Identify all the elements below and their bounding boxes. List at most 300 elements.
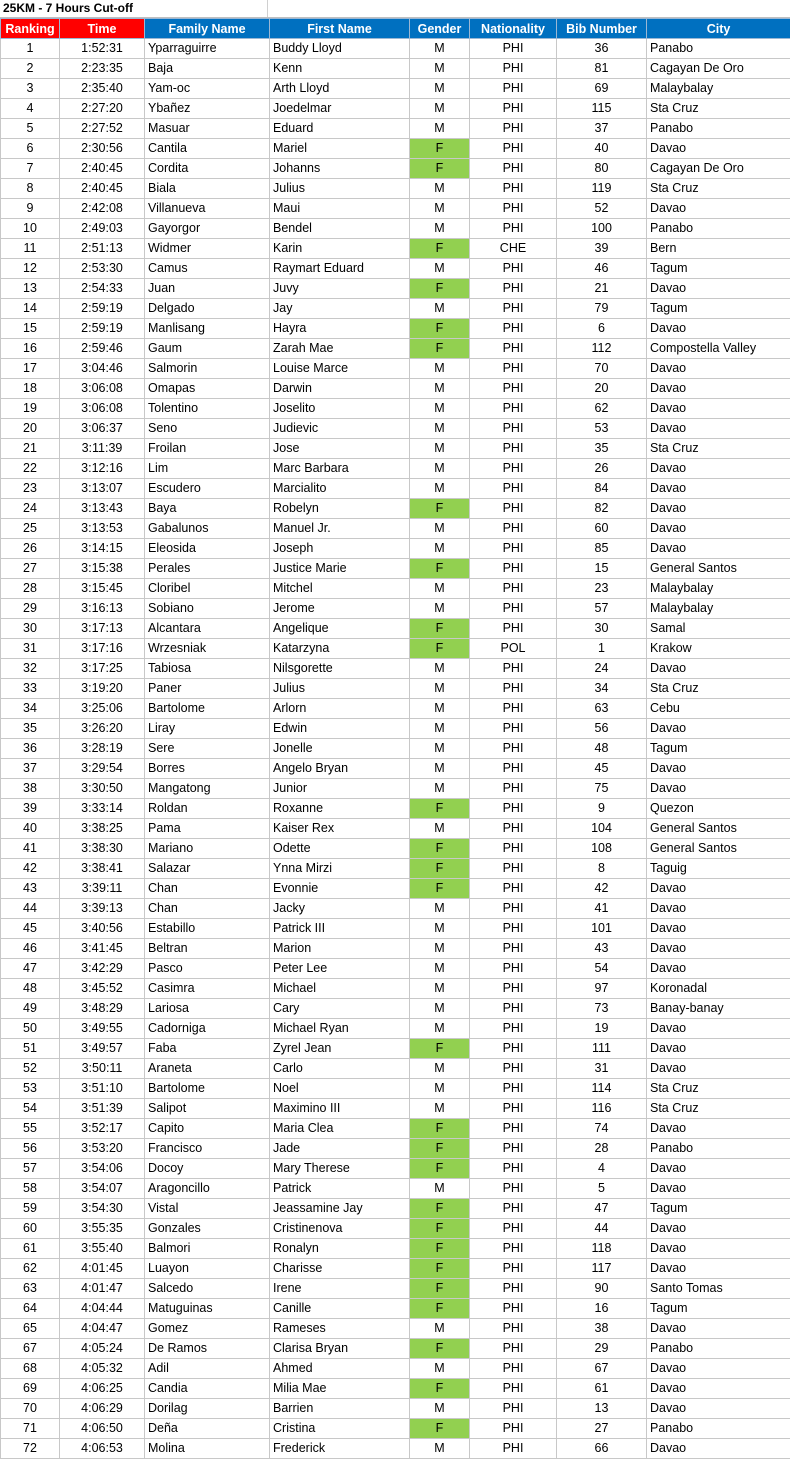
bib-number-cell[interactable]: 35	[557, 439, 647, 459]
first-name-cell[interactable]: Jonelle	[270, 739, 410, 759]
gender-cell[interactable]: M	[410, 899, 470, 919]
ranking-cell[interactable]: 72	[1, 1439, 60, 1459]
first-name-cell[interactable]: Irene	[270, 1279, 410, 1299]
first-name-cell[interactable]: Jacky	[270, 899, 410, 919]
nationality-cell[interactable]: PHI	[470, 979, 557, 999]
ranking-cell[interactable]: 36	[1, 739, 60, 759]
first-name-cell[interactable]: Louise Marce	[270, 359, 410, 379]
ranking-cell[interactable]: 53	[1, 1079, 60, 1099]
family-name-cell[interactable]: Vistal	[145, 1199, 270, 1219]
ranking-cell[interactable]: 32	[1, 659, 60, 679]
nationality-cell[interactable]: PHI	[470, 1059, 557, 1079]
first-name-cell[interactable]: Frederick	[270, 1439, 410, 1459]
bib-number-cell[interactable]: 13	[557, 1399, 647, 1419]
time-cell[interactable]: 3:06:08	[60, 399, 145, 419]
family-name-cell[interactable]: Ybañez	[145, 99, 270, 119]
sheet-title[interactable]: 25KM - 7 Hours Cut-off	[0, 0, 268, 17]
bib-number-cell[interactable]: 104	[557, 819, 647, 839]
family-name-cell[interactable]: Luayon	[145, 1259, 270, 1279]
first-name-cell[interactable]: Charisse	[270, 1259, 410, 1279]
family-name-cell[interactable]: Aragoncillo	[145, 1179, 270, 1199]
bib-number-cell[interactable]: 80	[557, 159, 647, 179]
city-cell[interactable]: Samal	[647, 619, 790, 639]
bib-number-cell[interactable]: 15	[557, 559, 647, 579]
time-cell[interactable]: 2:59:46	[60, 339, 145, 359]
time-cell[interactable]: 2:40:45	[60, 159, 145, 179]
nationality-cell[interactable]: PHI	[470, 419, 557, 439]
bib-number-cell[interactable]: 85	[557, 539, 647, 559]
nationality-cell[interactable]: PHI	[470, 59, 557, 79]
ranking-cell[interactable]: 22	[1, 459, 60, 479]
family-name-cell[interactable]: Estabillo	[145, 919, 270, 939]
first-name-cell[interactable]: Angelo Bryan	[270, 759, 410, 779]
first-name-cell[interactable]: Hayra	[270, 319, 410, 339]
bib-number-cell[interactable]: 38	[557, 1319, 647, 1339]
ranking-cell[interactable]: 33	[1, 679, 60, 699]
nationality-cell[interactable]: PHI	[470, 159, 557, 179]
time-cell[interactable]: 3:51:10	[60, 1079, 145, 1099]
city-cell[interactable]: Davao	[647, 199, 790, 219]
first-name-cell[interactable]: Joselito	[270, 399, 410, 419]
first-name-cell[interactable]: Marion	[270, 939, 410, 959]
ranking-cell[interactable]: 41	[1, 839, 60, 859]
bib-number-cell[interactable]: 90	[557, 1279, 647, 1299]
bib-number-cell[interactable]: 114	[557, 1079, 647, 1099]
nationality-cell[interactable]: PHI	[470, 1399, 557, 1419]
ranking-cell[interactable]: 23	[1, 479, 60, 499]
family-name-cell[interactable]: Wrzesniak	[145, 639, 270, 659]
first-name-cell[interactable]: Mariel	[270, 139, 410, 159]
family-name-cell[interactable]: Manlisang	[145, 319, 270, 339]
time-cell[interactable]: 3:38:25	[60, 819, 145, 839]
city-cell[interactable]: Davao	[647, 539, 790, 559]
city-cell[interactable]: Davao	[647, 719, 790, 739]
gender-cell[interactable]: M	[410, 819, 470, 839]
city-cell[interactable]: Krakow	[647, 639, 790, 659]
first-name-cell[interactable]: Jay	[270, 299, 410, 319]
first-name-cell[interactable]: Julius	[270, 179, 410, 199]
nationality-cell[interactable]: PHI	[470, 939, 557, 959]
nationality-cell[interactable]: PHI	[470, 359, 557, 379]
nationality-cell[interactable]: PHI	[470, 179, 557, 199]
nationality-cell[interactable]: PHI	[470, 1319, 557, 1339]
bib-number-cell[interactable]: 101	[557, 919, 647, 939]
city-cell[interactable]: Davao	[647, 499, 790, 519]
city-cell[interactable]: Cagayan De Oro	[647, 59, 790, 79]
header-time[interactable]: Time	[60, 19, 145, 39]
family-name-cell[interactable]: Docoy	[145, 1159, 270, 1179]
header-first-name[interactable]: First Name	[270, 19, 410, 39]
gender-cell[interactable]: M	[410, 59, 470, 79]
gender-cell[interactable]: M	[410, 459, 470, 479]
family-name-cell[interactable]: Araneta	[145, 1059, 270, 1079]
family-name-cell[interactable]: Gomez	[145, 1319, 270, 1339]
city-cell[interactable]: Sta Cruz	[647, 1079, 790, 1099]
family-name-cell[interactable]: Eleosida	[145, 539, 270, 559]
city-cell[interactable]: Malaybalay	[647, 599, 790, 619]
nationality-cell[interactable]: PHI	[470, 319, 557, 339]
ranking-cell[interactable]: 29	[1, 599, 60, 619]
ranking-cell[interactable]: 59	[1, 1199, 60, 1219]
bib-number-cell[interactable]: 67	[557, 1359, 647, 1379]
gender-cell[interactable]: F	[410, 159, 470, 179]
family-name-cell[interactable]: Gonzales	[145, 1219, 270, 1239]
first-name-cell[interactable]: Clarisa Bryan	[270, 1339, 410, 1359]
gender-cell[interactable]: F	[410, 139, 470, 159]
nationality-cell[interactable]: PHI	[470, 1119, 557, 1139]
ranking-cell[interactable]: 28	[1, 579, 60, 599]
first-name-cell[interactable]: Evonnie	[270, 879, 410, 899]
nationality-cell[interactable]: PHI	[470, 759, 557, 779]
gender-cell[interactable]: M	[410, 359, 470, 379]
first-name-cell[interactable]: Michael Ryan	[270, 1019, 410, 1039]
family-name-cell[interactable]: Lariosa	[145, 999, 270, 1019]
gender-cell[interactable]: F	[410, 1419, 470, 1439]
first-name-cell[interactable]: Manuel Jr.	[270, 519, 410, 539]
first-name-cell[interactable]: Junior	[270, 779, 410, 799]
ranking-cell[interactable]: 46	[1, 939, 60, 959]
family-name-cell[interactable]: Camus	[145, 259, 270, 279]
ranking-cell[interactable]: 3	[1, 79, 60, 99]
gender-cell[interactable]: M	[410, 479, 470, 499]
first-name-cell[interactable]: Cristinenova	[270, 1219, 410, 1239]
ranking-cell[interactable]: 8	[1, 179, 60, 199]
nationality-cell[interactable]: PHI	[470, 1099, 557, 1119]
ranking-cell[interactable]: 57	[1, 1159, 60, 1179]
family-name-cell[interactable]: Gayorgor	[145, 219, 270, 239]
gender-cell[interactable]: M	[410, 699, 470, 719]
city-cell[interactable]: Davao	[647, 919, 790, 939]
header-nationality[interactable]: Nationality	[470, 19, 557, 39]
city-cell[interactable]: Davao	[647, 1159, 790, 1179]
nationality-cell[interactable]: PHI	[470, 919, 557, 939]
bib-number-cell[interactable]: 52	[557, 199, 647, 219]
gender-cell[interactable]: M	[410, 179, 470, 199]
gender-cell[interactable]: M	[410, 299, 470, 319]
ranking-cell[interactable]: 70	[1, 1399, 60, 1419]
nationality-cell[interactable]: PHI	[470, 79, 557, 99]
ranking-cell[interactable]: 26	[1, 539, 60, 559]
bib-number-cell[interactable]: 20	[557, 379, 647, 399]
gender-cell[interactable]: M	[410, 219, 470, 239]
family-name-cell[interactable]: Deña	[145, 1419, 270, 1439]
family-name-cell[interactable]: Seno	[145, 419, 270, 439]
city-cell[interactable]: Davao	[647, 459, 790, 479]
first-name-cell[interactable]: Carlo	[270, 1059, 410, 1079]
ranking-cell[interactable]: 60	[1, 1219, 60, 1239]
time-cell[interactable]: 3:15:45	[60, 579, 145, 599]
gender-cell[interactable]: F	[410, 1119, 470, 1139]
bib-number-cell[interactable]: 29	[557, 1339, 647, 1359]
gender-cell[interactable]: M	[410, 39, 470, 59]
family-name-cell[interactable]: Cantila	[145, 139, 270, 159]
bib-number-cell[interactable]: 116	[557, 1099, 647, 1119]
nationality-cell[interactable]: PHI	[470, 1259, 557, 1279]
family-name-cell[interactable]: Cloribel	[145, 579, 270, 599]
nationality-cell[interactable]: PHI	[470, 819, 557, 839]
family-name-cell[interactable]: Yam-oc	[145, 79, 270, 99]
bib-number-cell[interactable]: 112	[557, 339, 647, 359]
first-name-cell[interactable]: Noel	[270, 1079, 410, 1099]
header-ranking[interactable]: Ranking	[1, 19, 60, 39]
ranking-cell[interactable]: 49	[1, 999, 60, 1019]
first-name-cell[interactable]: Julius	[270, 679, 410, 699]
first-name-cell[interactable]: Roxanne	[270, 799, 410, 819]
city-cell[interactable]: Davao	[647, 959, 790, 979]
ranking-cell[interactable]: 25	[1, 519, 60, 539]
gender-cell[interactable]: M	[410, 119, 470, 139]
nationality-cell[interactable]: PHI	[470, 119, 557, 139]
gender-cell[interactable]: F	[410, 619, 470, 639]
ranking-cell[interactable]: 31	[1, 639, 60, 659]
first-name-cell[interactable]: Zyrel Jean	[270, 1039, 410, 1059]
time-cell[interactable]: 3:11:39	[60, 439, 145, 459]
time-cell[interactable]: 3:54:30	[60, 1199, 145, 1219]
gender-cell[interactable]: M	[410, 1179, 470, 1199]
nationality-cell[interactable]: PHI	[470, 219, 557, 239]
ranking-cell[interactable]: 21	[1, 439, 60, 459]
time-cell[interactable]: 3:51:39	[60, 1099, 145, 1119]
ranking-cell[interactable]: 54	[1, 1099, 60, 1119]
bib-number-cell[interactable]: 118	[557, 1239, 647, 1259]
gender-cell[interactable]: M	[410, 779, 470, 799]
first-name-cell[interactable]: Milia Mae	[270, 1379, 410, 1399]
city-cell[interactable]: Davao	[647, 359, 790, 379]
time-cell[interactable]: 3:19:20	[60, 679, 145, 699]
time-cell[interactable]: 3:45:52	[60, 979, 145, 999]
gender-cell[interactable]: M	[410, 399, 470, 419]
ranking-cell[interactable]: 7	[1, 159, 60, 179]
bib-number-cell[interactable]: 46	[557, 259, 647, 279]
bib-number-cell[interactable]: 63	[557, 699, 647, 719]
bib-number-cell[interactable]: 117	[557, 1259, 647, 1279]
family-name-cell[interactable]: Froilan	[145, 439, 270, 459]
gender-cell[interactable]: F	[410, 859, 470, 879]
nationality-cell[interactable]: PHI	[470, 279, 557, 299]
ranking-cell[interactable]: 30	[1, 619, 60, 639]
gender-cell[interactable]: M	[410, 379, 470, 399]
ranking-cell[interactable]: 4	[1, 99, 60, 119]
city-cell[interactable]: Sta Cruz	[647, 439, 790, 459]
nationality-cell[interactable]: PHI	[470, 1359, 557, 1379]
ranking-cell[interactable]: 12	[1, 259, 60, 279]
time-cell[interactable]: 3:39:13	[60, 899, 145, 919]
time-cell[interactable]: 4:05:24	[60, 1339, 145, 1359]
bib-number-cell[interactable]: 9	[557, 799, 647, 819]
first-name-cell[interactable]: Justice Marie	[270, 559, 410, 579]
time-cell[interactable]: 3:17:25	[60, 659, 145, 679]
family-name-cell[interactable]: Paner	[145, 679, 270, 699]
ranking-cell[interactable]: 5	[1, 119, 60, 139]
bib-number-cell[interactable]: 60	[557, 519, 647, 539]
family-name-cell[interactable]: Tabiosa	[145, 659, 270, 679]
ranking-cell[interactable]: 52	[1, 1059, 60, 1079]
nationality-cell[interactable]: PHI	[470, 1199, 557, 1219]
first-name-cell[interactable]: Robelyn	[270, 499, 410, 519]
ranking-cell[interactable]: 18	[1, 379, 60, 399]
city-cell[interactable]: Koronadal	[647, 979, 790, 999]
gender-cell[interactable]: M	[410, 99, 470, 119]
family-name-cell[interactable]: Omapas	[145, 379, 270, 399]
time-cell[interactable]: 3:06:37	[60, 419, 145, 439]
ranking-cell[interactable]: 42	[1, 859, 60, 879]
gender-cell[interactable]: M	[410, 1439, 470, 1459]
gender-cell[interactable]: F	[410, 1159, 470, 1179]
bib-number-cell[interactable]: 53	[557, 419, 647, 439]
family-name-cell[interactable]: Matuguinas	[145, 1299, 270, 1319]
family-name-cell[interactable]: Chan	[145, 879, 270, 899]
city-cell[interactable]: Sta Cruz	[647, 1099, 790, 1119]
family-name-cell[interactable]: Adil	[145, 1359, 270, 1379]
bib-number-cell[interactable]: 56	[557, 719, 647, 739]
family-name-cell[interactable]: Gabalunos	[145, 519, 270, 539]
first-name-cell[interactable]: Darwin	[270, 379, 410, 399]
first-name-cell[interactable]: Cristina	[270, 1419, 410, 1439]
time-cell[interactable]: 4:04:47	[60, 1319, 145, 1339]
family-name-cell[interactable]: Borres	[145, 759, 270, 779]
city-cell[interactable]: Cagayan De Oro	[647, 159, 790, 179]
nationality-cell[interactable]: PHI	[470, 499, 557, 519]
time-cell[interactable]: 2:59:19	[60, 319, 145, 339]
family-name-cell[interactable]: Lim	[145, 459, 270, 479]
city-cell[interactable]: Tagum	[647, 259, 790, 279]
gender-cell[interactable]: M	[410, 599, 470, 619]
gender-cell[interactable]: F	[410, 839, 470, 859]
city-cell[interactable]: Davao	[647, 1439, 790, 1459]
city-cell[interactable]: Davao	[647, 419, 790, 439]
city-cell[interactable]: Taguig	[647, 859, 790, 879]
gender-cell[interactable]: F	[410, 1299, 470, 1319]
gender-cell[interactable]: M	[410, 959, 470, 979]
gender-cell[interactable]: M	[410, 1059, 470, 1079]
gender-cell[interactable]: M	[410, 1359, 470, 1379]
header-gender[interactable]: Gender	[410, 19, 470, 39]
gender-cell[interactable]: F	[410, 559, 470, 579]
city-cell[interactable]: Sta Cruz	[647, 179, 790, 199]
city-cell[interactable]: Davao	[647, 1239, 790, 1259]
gender-cell[interactable]: F	[410, 319, 470, 339]
ranking-cell[interactable]: 43	[1, 879, 60, 899]
bib-number-cell[interactable]: 41	[557, 899, 647, 919]
nationality-cell[interactable]: PHI	[470, 719, 557, 739]
time-cell[interactable]: 2:27:20	[60, 99, 145, 119]
gender-cell[interactable]: F	[410, 879, 470, 899]
city-cell[interactable]: Panabo	[647, 219, 790, 239]
city-cell[interactable]: Tagum	[647, 299, 790, 319]
time-cell[interactable]: 4:06:50	[60, 1419, 145, 1439]
first-name-cell[interactable]: Karin	[270, 239, 410, 259]
first-name-cell[interactable]: Arlorn	[270, 699, 410, 719]
nationality-cell[interactable]: PHI	[470, 539, 557, 559]
ranking-cell[interactable]: 40	[1, 819, 60, 839]
ranking-cell[interactable]: 27	[1, 559, 60, 579]
nationality-cell[interactable]: PHI	[470, 799, 557, 819]
ranking-cell[interactable]: 15	[1, 319, 60, 339]
time-cell[interactable]: 2:23:35	[60, 59, 145, 79]
family-name-cell[interactable]: Cordita	[145, 159, 270, 179]
time-cell[interactable]: 3:39:11	[60, 879, 145, 899]
family-name-cell[interactable]: Pama	[145, 819, 270, 839]
family-name-cell[interactable]: Beltran	[145, 939, 270, 959]
ranking-cell[interactable]: 1	[1, 39, 60, 59]
nationality-cell[interactable]: PHI	[470, 879, 557, 899]
nationality-cell[interactable]: PHI	[470, 99, 557, 119]
first-name-cell[interactable]: Katarzyna	[270, 639, 410, 659]
nationality-cell[interactable]: PHI	[470, 299, 557, 319]
family-name-cell[interactable]: Roldan	[145, 799, 270, 819]
first-name-cell[interactable]: Jade	[270, 1139, 410, 1159]
first-name-cell[interactable]: Johanns	[270, 159, 410, 179]
ranking-cell[interactable]: 51	[1, 1039, 60, 1059]
first-name-cell[interactable]: Maui	[270, 199, 410, 219]
gender-cell[interactable]: F	[410, 279, 470, 299]
bib-number-cell[interactable]: 79	[557, 299, 647, 319]
nationality-cell[interactable]: PHI	[470, 659, 557, 679]
time-cell[interactable]: 3:06:08	[60, 379, 145, 399]
bib-number-cell[interactable]: 26	[557, 459, 647, 479]
time-cell[interactable]: 3:04:46	[60, 359, 145, 379]
city-cell[interactable]: Davao	[647, 399, 790, 419]
gender-cell[interactable]: M	[410, 1099, 470, 1119]
ranking-cell[interactable]: 14	[1, 299, 60, 319]
first-name-cell[interactable]: Buddy Lloyd	[270, 39, 410, 59]
gender-cell[interactable]: F	[410, 1219, 470, 1239]
city-cell[interactable]: Davao	[647, 319, 790, 339]
time-cell[interactable]: 3:38:41	[60, 859, 145, 879]
bib-number-cell[interactable]: 31	[557, 1059, 647, 1079]
time-cell[interactable]: 2:30:56	[60, 139, 145, 159]
nationality-cell[interactable]: PHI	[470, 999, 557, 1019]
gender-cell[interactable]: M	[410, 259, 470, 279]
nationality-cell[interactable]: PHI	[470, 579, 557, 599]
gender-cell[interactable]: F	[410, 1139, 470, 1159]
ranking-cell[interactable]: 56	[1, 1139, 60, 1159]
time-cell[interactable]: 3:49:57	[60, 1039, 145, 1059]
first-name-cell[interactable]: Michael	[270, 979, 410, 999]
city-cell[interactable]: Panabo	[647, 1139, 790, 1159]
time-cell[interactable]: 4:05:32	[60, 1359, 145, 1379]
gender-cell[interactable]: F	[410, 639, 470, 659]
gender-cell[interactable]: F	[410, 1239, 470, 1259]
family-name-cell[interactable]: Mangatong	[145, 779, 270, 799]
time-cell[interactable]: 3:15:38	[60, 559, 145, 579]
city-cell[interactable]: Davao	[647, 519, 790, 539]
ranking-cell[interactable]: 44	[1, 899, 60, 919]
ranking-cell[interactable]: 63	[1, 1279, 60, 1299]
bib-number-cell[interactable]: 84	[557, 479, 647, 499]
family-name-cell[interactable]: Widmer	[145, 239, 270, 259]
city-cell[interactable]: Davao	[647, 1259, 790, 1279]
gender-cell[interactable]: M	[410, 759, 470, 779]
family-name-cell[interactable]: Capito	[145, 1119, 270, 1139]
time-cell[interactable]: 2:51:13	[60, 239, 145, 259]
bib-number-cell[interactable]: 69	[557, 79, 647, 99]
bib-number-cell[interactable]: 119	[557, 179, 647, 199]
bib-number-cell[interactable]: 70	[557, 359, 647, 379]
time-cell[interactable]: 4:06:53	[60, 1439, 145, 1459]
family-name-cell[interactable]: Perales	[145, 559, 270, 579]
nationality-cell[interactable]: PHI	[470, 1019, 557, 1039]
family-name-cell[interactable]: Liray	[145, 719, 270, 739]
nationality-cell[interactable]: PHI	[470, 699, 557, 719]
city-cell[interactable]: General Santos	[647, 559, 790, 579]
nationality-cell[interactable]: PHI	[470, 959, 557, 979]
nationality-cell[interactable]: PHI	[470, 619, 557, 639]
first-name-cell[interactable]: Jeassamine Jay	[270, 1199, 410, 1219]
ranking-cell[interactable]: 38	[1, 779, 60, 799]
first-name-cell[interactable]: Peter Lee	[270, 959, 410, 979]
ranking-cell[interactable]: 50	[1, 1019, 60, 1039]
